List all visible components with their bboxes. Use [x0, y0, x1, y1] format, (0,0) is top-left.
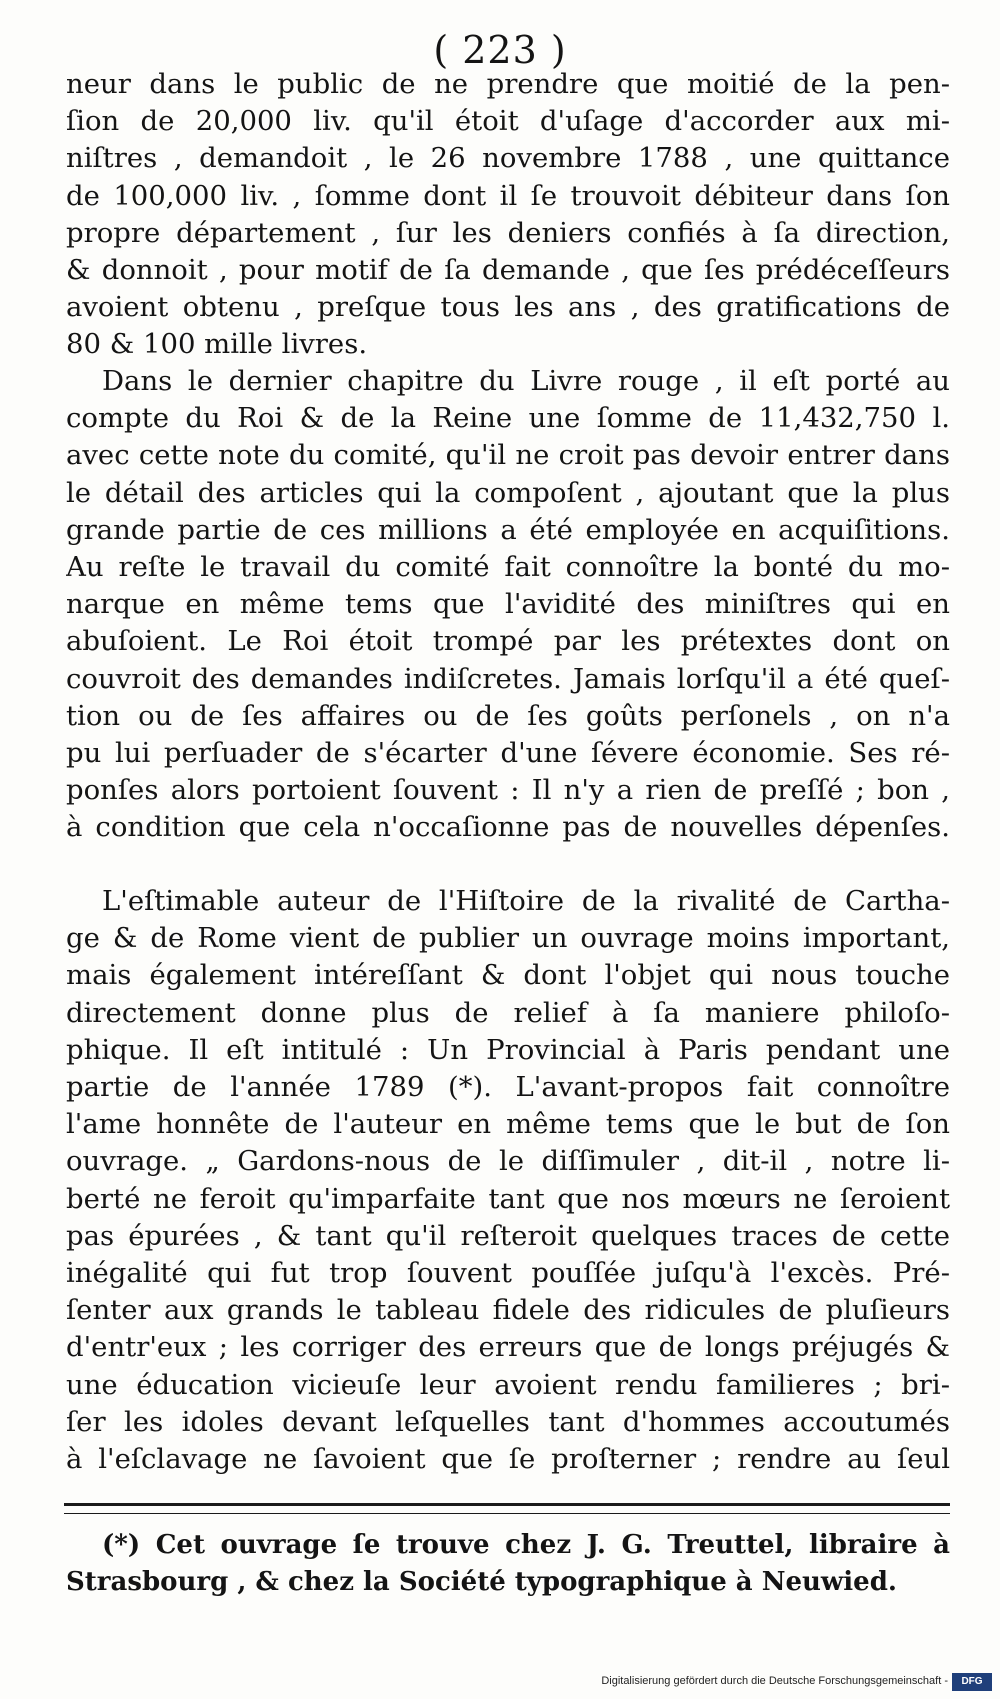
text-line: de 100,000 liv. , ſomme dont il ſe trouvoit débiteur dans ſon — [66, 179, 950, 212]
text-line: avoient obtenu , preſque tous les ans , des gratifications de — [66, 291, 950, 324]
text-line: & donnoit , pour motif de ſa demande , que ſes prédéceſſeurs — [66, 254, 950, 287]
footnote-divider — [64, 1503, 950, 1514]
text-line: ſenter aux grands le tableau fidele des ridicules de pluſieurs — [66, 1294, 950, 1327]
text-line: avec cette note du comité, qu'il ne croit pas devoir entrer dans — [66, 439, 950, 472]
text-line: le détail des articles qui la compoſent , ajoutant que la plus — [66, 476, 950, 509]
text-line: à condition que cela n'occaſionne pas de nouvelles dépenſes. — [66, 811, 950, 844]
footnote — [66, 1527, 950, 1601]
text-line: phique. Il eſt intitulé : Un Provincial à Paris pendant une — [66, 1033, 950, 1066]
text-line: propre département , ſur les deniers confiés à ſa direction, — [66, 216, 950, 249]
paragraph-2 — [66, 363, 950, 847]
text-line: ge & de Rome vient de publier un ouvrage moins important, — [66, 922, 950, 955]
text-line: niſtres , demandoit , le 26 novembre 1788 , une quittance — [66, 142, 950, 175]
paragraph-1 — [66, 66, 950, 364]
text-line: ponſes alors portoient ſouvent : Il n'y a rien de preſſé ; bon , — [66, 774, 950, 807]
text-line: neur dans le public de ne prendre que moitié de la pen- — [66, 68, 950, 100]
text-line: pas épurées , & tant qu'il reſteroit quelques traces de cette — [66, 1219, 950, 1252]
footnote-line: (*) Cet ouvrage ſe trouve chez J. G. Treuttel, libraire à — [102, 1530, 950, 1560]
text-line: tion ou de ſes affaires ou de ſes goûts perſonels , on n'a — [66, 699, 950, 732]
dfg-logo: DFG — [952, 1673, 992, 1691]
text-line: pu lui perſuader de s'écarter d'une ſévere économie. Ses ré- — [66, 737, 950, 770]
text-line: d'entr'eux ; les corriger des erreurs que de longs préjugés & — [66, 1331, 950, 1364]
text-line: 80 & 100 mille livres. — [66, 328, 368, 361]
paragraph-3 — [66, 883, 950, 1478]
text-line: abuſoient. Le Roi étoit trompé par les prétextes dont on — [66, 625, 950, 658]
text-line: l'ame honnête de l'auteur en même tems que le but de ſon — [66, 1108, 950, 1141]
text-line: ouvrage. „ Gardons-nous de le diſſimuler , dit-il , notre li- — [66, 1145, 950, 1178]
text-line: directement donne plus de relief à ſa maniere philoſo- — [66, 996, 950, 1029]
page-number: ( 223 ) — [433, 28, 567, 72]
text-line: berté ne feroit qu'imparfaite tant que nos mœurs ne ſeroient — [66, 1182, 950, 1215]
text-line: ſion de 20,000 liv. qu'il étoit d'uſage d'accorder aux mi- — [66, 105, 950, 138]
digitization-credit: Digitalisierung gefördert durch die Deutsche Forschungsgemeinschaft - — [601, 1675, 948, 1687]
text-line: Dans le dernier chapitre du Livre rouge , il eſt porté au — [102, 365, 950, 397]
text-line: une éducation vicieuſe leur avoient rendu familieres ; bri- — [66, 1368, 950, 1401]
text-line: grande partie de ces millions a été employée en acquiſitions. — [66, 513, 950, 546]
text-line: inégalité qui fut trop ſouvent pouſſée juſqu'à l'excès. Pré- — [66, 1257, 950, 1290]
text-line: ſer les idoles devant leſquelles tant d'hommes accoutumés — [66, 1405, 950, 1438]
text-line: mais également intéreſſant & dont l'objet qui nous touche — [66, 959, 950, 992]
text-line: compte du Roi & de la Reine une ſomme de 11,432,750 l. — [66, 402, 950, 435]
text-line: couvroit des demandes indiſcretes. Jamais lorſqu'il a été queſ- — [66, 662, 950, 695]
text-line: L'eſtimable auteur de l'Hiſtoire de la rivalité de Cartha- — [102, 885, 950, 917]
text-line: partie de l'année 1789 (*). L'avant-propos fait connoître — [66, 1071, 950, 1104]
text-line: Au reſte le travail du comité fait connoître la bonté du mo- — [66, 551, 950, 584]
text-line: narque en même tems que l'avidité des miniſtres qui en — [66, 588, 950, 621]
text-line: à l'eſclavage ne ſavoient que ſe proſterner ; rendre au ſeul — [66, 1443, 950, 1476]
footnote-line: Strasbourg , & chez la Société typographique à Neuwied. — [66, 1567, 897, 1597]
